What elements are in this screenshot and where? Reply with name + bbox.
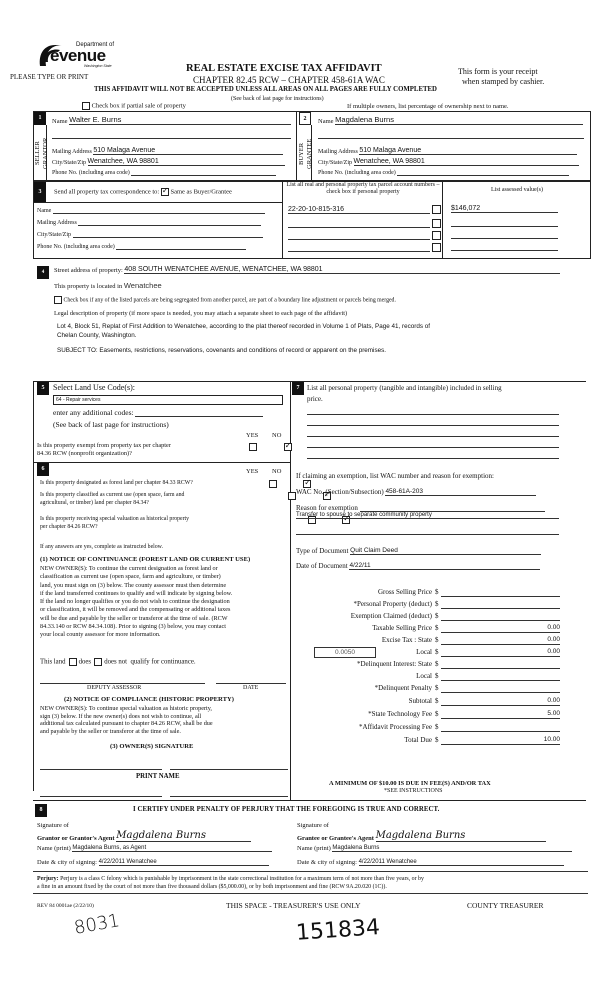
doc-type-row: Type of Document Quit Claim Deed [296,547,541,555]
buyer-mailing-row: Mailing Address 510 Malaga Avenue [318,147,577,155]
grantor-sig-label-1: Signature of [37,822,69,829]
fee-row: *Delinquent Interest: State $ [296,660,560,672]
notice2-body: NEW OWNER(S): To continue special valuation as historic property, sign (3) below. If the new owner(s) does not wish to continue, all additional tax calculated pursuant to chapter 84.26 RCW, shall be due and payable by the seller or transferor at the time of sale. [40,705,213,735]
doc-type-field[interactable]: Quit Claim Deed [350,547,541,555]
does-qualify-checkbox[interactable] [69,658,77,666]
reason-for-exemption-field[interactable]: Transfer to spouse to separate community property [296,512,559,519]
s3-phone-row: Phone No. (including area code) [37,243,246,250]
fee-row: *State Technology Fee $ 5.00 [368,710,560,718]
s3-city-row: City/State/Zip [37,231,263,238]
assessed-header: List assessed value(s) [491,187,543,193]
buyer-phone-field[interactable] [397,169,569,176]
handwritten-note-151834: 151834 [295,915,381,946]
handwritten-note-8031: 8031 [72,910,122,939]
seller-mailing-row: Mailing Address 510 Malaga Avenue [52,147,283,155]
exemption-claimed-field[interactable] [441,612,560,621]
personal-property-line[interactable] [307,419,559,426]
receipt-note-1: This form is your receipt [458,67,538,76]
perjury-notice: Perjury: Perjury is a class C felony which is punishable by imprisonment in the state correctional institution for a maximum term of not more than five years, or by a fine in an amount fixed by the court of not more than five thousand dollars ($5,000.00), or by both imprisonment and fine (RCW 9A.20.020 (1C)). [37,876,424,890]
see-back-text: (See back of last page for instructions) [231,96,324,102]
buyer-name-row: Name Magdalena Burns [318,115,583,125]
logo-state-text: Washington State [84,64,112,68]
located-row: This property is located in Wenatchee [54,281,162,290]
parcel-number-field[interactable] [288,244,430,252]
street-address-field[interactable]: 408 SOUTH WENATCHEE AVENUE, WENATCHEE, WA 98801 [124,266,560,274]
grantor-signature-field[interactable]: Magdalena Burns [116,831,251,842]
personal-property-checkbox[interactable] [432,231,441,240]
s3-mailing-row: Mailing Address [37,219,261,226]
reason-row: Reason for exemption [296,504,545,512]
affidavit-processing-fee-field[interactable] [441,723,560,732]
excise-tax-local-field[interactable]: 0.00 [441,648,560,657]
section-6-number: 6 [37,463,49,476]
assessor-date-field[interactable] [216,676,286,684]
minimum-due-text: A MINIMUM OF $10.00 IS DUE IN FEE(S) AND/OR TAX [329,780,491,787]
s3-mailing-field[interactable] [78,219,261,226]
fee-row: Exemption Claimed (deduct) $ [296,612,560,624]
grantee-name-print-field[interactable]: Magdalena Burns [332,845,572,852]
print-name-field-1[interactable] [40,789,162,797]
buyer-city-field[interactable]: Wenatchee, WA 98801 [354,158,579,166]
subtotal-field[interactable]: 0.00 [441,697,560,706]
fee-row: Local $ [296,672,560,684]
s6-no-header: NO [272,468,282,475]
date-label: DATE [243,685,259,691]
historic-question-2: per chapter 84.26 RCW? [40,524,98,530]
street-address-row: Street address of property: 408 SOUTH WENATCHEE AVENUE, WENATCHEE, WA 98801 [54,266,560,274]
multiple-owners-note: If multiple owners, list percentage of ownership next to name. [347,103,509,110]
please-type-text: PLEASE TYPE OR PRINT [10,73,89,81]
state-technology-fee-field[interactable]: 5.00 [441,710,560,719]
forest-question: Is this property designated as forest land per chapter 84.33 RCW? [40,480,193,486]
current-use-yes-checkbox[interactable] [288,492,296,500]
fee-row: Subtotal $ 0.00 [408,697,560,705]
form-title: REAL ESTATE EXCISE TAX AFFIDAVIT [186,63,382,74]
print-name-label: PRINT NAME [136,773,180,780]
seller-name-field[interactable]: Walter E. Burns [69,115,291,125]
legal-description-line-2[interactable]: Chelan County, Washington. [57,332,137,339]
seller-phone-field[interactable] [131,169,276,176]
does-not-qualify-checkbox[interactable] [94,658,102,666]
parcel-row [288,205,441,214]
s5-yes-header: YES [246,432,259,439]
legal-description-line-1[interactable]: Lot 4, Block 51, Replat of First Addition to Wenatchee, according to the plat thereof recorded in Volume 1 of Plats, Page 41, records of [57,323,431,330]
gross-selling-price-field[interactable] [441,588,560,597]
seller-name-row: Name Walter E. Burns [52,115,291,125]
section-8-number: 8 [35,804,47,817]
doc-date-row: Date of Document 4/22/11 [296,562,540,570]
exemption-label: If claiming an exemption, list WAC number and reason for exemption: [296,472,494,480]
notice2-title: (2) NOTICE OF COMPLIANCE (HISTORIC PROPERTY) [64,696,234,703]
delinquent-penalty-field[interactable] [441,684,560,693]
fee-row: *Delinquent Penalty $ [296,684,560,696]
current-use-question-2: agricultural, or timber) land per chapter 84.34? [40,500,149,506]
additional-codes-field[interactable] [135,409,263,417]
legal-description-label: Legal description of property (if more space is needed, you may attach a separate sheet to each page of the affidavit) [54,310,348,317]
parcel-number-field[interactable] [288,232,430,240]
section-4-number: 4 [37,266,49,279]
personal-property-line[interactable] [307,430,559,437]
delinquent-interest-local-field[interactable] [441,672,560,681]
seller-grantor-label: SELLER GRANTOR [34,137,49,169]
grantee-sig-row: Grantee or Grantee's Agent Magdalena Burns [297,831,546,842]
grantor-sig-row: Grantor or Grantor's Agent Magdalena Burns [37,831,251,842]
grantor-date-row: Date & city of signing: 4/22/2011 Wenatchee [37,859,269,866]
partial-sale-checkbox[interactable] [82,102,90,110]
personal-property-deduct-field[interactable] [441,600,560,609]
partial-sale-label: Check box if partial sale of property [91,102,186,110]
exempt-yes-checkbox[interactable] [249,443,257,451]
s5-see-back: (See back of last page for instructions) [53,420,169,429]
personal-property-checkbox[interactable] [432,219,441,228]
personal-property-line[interactable] [307,452,559,459]
buyer-phone-row: Phone No. (including area code) [318,169,569,176]
fee-row: Gross Selling Price $ [296,588,560,600]
parcel-header: List all real and personal property tax parcel account numbers – check box if personal property [286,182,440,195]
s3-phone-field[interactable] [116,243,246,250]
s6-yes-header: YES [246,468,259,475]
additional-codes-row: enter any additional codes: [53,408,263,417]
reason-line [360,505,545,512]
deputy-assessor-label: DEPUTY ASSESSOR [87,685,142,691]
seller-phone-row: Phone No. (including area code) [52,169,276,176]
parcel-row [288,231,441,240]
delinquent-interest-state-field[interactable] [441,660,560,669]
personal-property-checkbox[interactable] [432,205,441,214]
print-name-field-2[interactable] [170,789,288,797]
taxable-selling-price-field[interactable]: 0.00 [441,624,560,633]
parcel-number-field[interactable] [288,220,430,228]
section-5-number: 5 [37,382,49,395]
fee-row: *Affidavit Processing Fee $ [296,723,560,735]
owner-signature-field-2[interactable] [170,762,288,770]
buyer-name-field[interactable]: Magdalena Burns [335,115,583,125]
s5-no-header: NO [272,432,282,439]
buyer-city-row: City/State/Zip Wenatchee, WA 98801 [318,158,579,166]
total-due-field[interactable]: 10.00 [441,736,560,745]
wac-row: WAC No. (Section/Subsection) 458-61A-203 [296,488,536,496]
historic-question-1: Is this property receiving special valuation as historical property [40,516,190,522]
s3-name-row: Name [37,207,265,214]
deputy-assessor-signature[interactable] [40,676,205,684]
personal-property-line[interactable] [307,441,559,448]
assessed-value-field[interactable] [451,219,558,227]
land-use-label: Select Land Use Code(s): [53,383,135,392]
grantee-date-row: Date & city of signing: 4/22/2011 Wenatchee [297,859,564,866]
grantee-name-row: Name (print) Magdalena Burns [297,845,572,852]
form-chapter: CHAPTER 82.45 RCW – CHAPTER 458-61A WAC [193,75,385,85]
see-instructions-text: *SEE INSTRUCTIONS [384,788,443,794]
grantor-name-print-field[interactable]: Magdalena Burns, as Agent [72,845,272,852]
owner-signature-label: (3) OWNER(S) SIGNATURE [110,743,194,750]
owner-signature-field-1[interactable] [40,762,162,770]
seller-city-row: City/State/Zip Wenatchee, WA 98801 [52,158,285,166]
s3-city-field[interactable] [73,231,263,238]
grantor-name-row: Name (print) Magdalena Burns, as Agent [37,845,272,852]
notice1-title: (1) NOTICE OF CONTINUANCE (FOREST LAND OR CURRENT USE) [40,556,251,563]
section-2-number: 2 [299,112,311,125]
receipt-note-2: when stamped by cashier. [462,77,545,86]
parcel-row [288,243,441,252]
fee-row: Total Due $ 10.00 [404,736,560,744]
fee-row: 0.0050 Local $ 0.00 [296,648,560,660]
warning-text: THIS AFFIDAVIT WILL NOT BE ACCEPTED UNLESS ALL AREAS ON ALL PAGES ARE FULLY COMPLETED [94,86,437,93]
subject-to-text[interactable]: SUBJECT TO: Easements, restrictions, reservations, covenants and conditions of record or apparent on the premises. [57,347,386,354]
section-1-number: 1 [34,112,46,125]
assessed-value-field[interactable] [451,243,558,251]
assessed-value-field[interactable]: $146,072 [451,205,558,213]
certify-text: I CERTIFY UNDER PENALTY OF PERJURY THAT THE FOREGOING IS TRUE AND CORRECT. [133,806,440,813]
local-rate-field[interactable]: 0.0050 [314,647,376,658]
personal-property-checkbox[interactable] [432,243,441,252]
grantee-signature-field[interactable]: Magdalena Burns [376,831,546,842]
logo-dept-text: Department of [76,42,115,48]
segregated-row: Check box if any of the listed parcels are being segregated from another parcel, are part of a boundary line adjustment or parcels being merged. [54,296,396,304]
wac-number-field[interactable]: 458-61A-203 [385,488,536,496]
logo-name-text: evenue [50,46,106,65]
s3-name-field[interactable] [53,207,265,214]
land-use-select[interactable]: 64 - Repair services [53,395,283,405]
same-as-buyer-checkbox[interactable] [161,188,169,196]
current-use-question-1: Is this property classified as current use (open space, farm and [40,492,185,498]
grantee-date-city-field[interactable]: 4/22/2011 Wenatchee [359,859,564,866]
personal-property-label-2: price. [307,395,323,403]
section-3-number: 3 [34,182,46,202]
fee-row: *Personal Property (deduct) $ [296,600,560,612]
doc-date-field[interactable]: 4/22/11 [349,562,540,570]
buyer-mailing-field[interactable]: 510 Malaga Avenue [359,147,577,155]
if-yes-text: If any answers are yes, complete as instructed below. [40,544,163,550]
treasurer-use-label: THIS SPACE - TREASURER'S USE ONLY [226,901,361,910]
notice1-body: NEW OWNER(S): To continue the current designation as forest land or classification as current use (open space, farm and agriculture, or timber) land, you must sign on (3) below. The county assessor must then determine if the land transferred continues to qualify and will indicate by signing below. If the land no longer qualifies or you do not wish to continue the designation or classification, it will be removed and the compensating or additional taxes will be due and payable by the seller or transferor at the time of sale. (RCW 84.33.140 or RCW 84.34.108). Prior to signing (3) below, you may contact your local county assessor for more information. [40,565,233,639]
parcel-number-field[interactable]: 22-20-10-815-316 [288,206,430,214]
send-correspondence-row: Send all property tax correspondence to: ✓ Same as Buyer/Grantee [54,188,232,196]
continuance-row: This land does does not qualify for continuance. [40,658,196,666]
section-7-number: 7 [292,382,304,395]
assessed-value-field[interactable] [451,231,558,239]
fee-row: Taxable Selling Price $ 0.00 [372,624,560,632]
forest-yes-checkbox[interactable] [269,480,277,488]
parcel-row [288,219,441,228]
exempt-no-checkbox[interactable] [284,443,292,451]
reason-extra-line[interactable] [296,528,559,535]
personal-property-line[interactable] [307,408,559,415]
fee-row: Excise Tax : State $ 0.00 [381,636,560,644]
located-value[interactable]: Wenatchee [123,281,162,290]
seller-mailing-field[interactable]: 510 Malaga Avenue [93,147,283,155]
buyer-grantee-label: BUYER GRANTEE [298,138,313,170]
county-treasurer-label: COUNTY TREASURER [467,901,544,910]
excise-tax-state-field[interactable]: 0.00 [441,636,560,645]
exempt-question-2: 84.36 RCW (nonprofit organization)? [37,450,132,457]
exempt-question-1: Is this property exempt from property tax per chapter [37,442,171,449]
personal-property-label-1: List all personal property (tangible and intangible) included in selling [307,384,502,392]
seller-city-field[interactable]: Wenatchee, WA 98801 [88,158,285,166]
segregated-checkbox[interactable] [54,296,62,304]
grantee-sig-label-1: Signature of [297,822,329,829]
revision-code: REV 84 0001ae (2/22/10) [37,903,94,909]
partial-sale-row [82,102,186,110]
dor-logo [36,40,120,70]
grantor-date-city-field[interactable]: 4/22/2011 Wenatchee [99,859,269,866]
